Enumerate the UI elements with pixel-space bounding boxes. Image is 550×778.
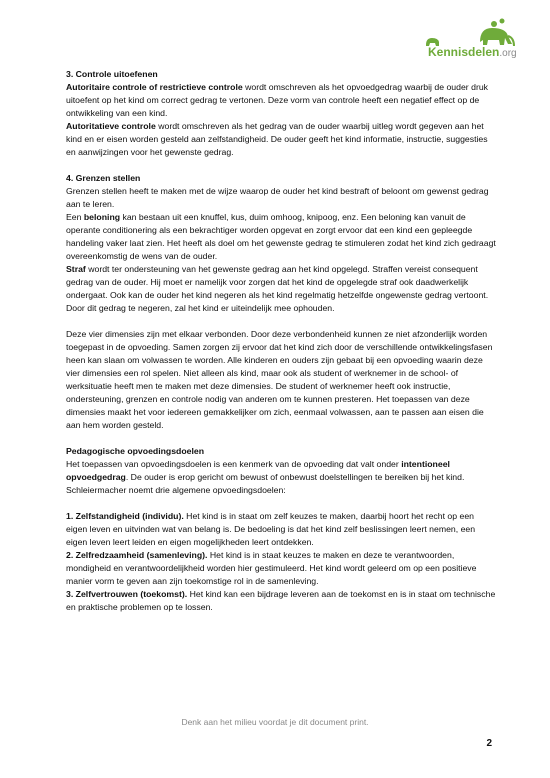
- logo-text: Kennisdelen.org: [428, 45, 517, 59]
- section-3-paragraph-1: Autoritaire controle of restrictieve controle wordt omschreven als het opvoedgedrag waarbij de ouder druk uitoefent op het kind om correct gedrag te vertonen. Deze vorm van controle heeft een negatief effect op de ontwikkeling van een kind.: [66, 82, 489, 118]
- summary-paragraph: Deze vier dimensies zijn met elkaar verbonden. Door deze verbondenheid kunnen ze niet afzonderlijk worden toegepast in de opvoeding. Samen zorgen zij ervoor dat het kind zich door de verschillende ontwikkelingsfasen heen kan slaan om volwassen te worden. Alle kinderen en ouders zijn gebaat bij een opvoeding waarin deze vier dimensies een rol spelen. Niet alleen als kind, maar ook als student of werknemer in de school- of werksituatie heeft men te maken met deze dimensies. De student of werknemer heeft ook instructie, ondersteuning, grenzen en controle nodig van anderen om te kunnen presteren. Het toepassen van deze dimensies maakt het voor iedereen gemakkelijker om zich, eenmaal volwassen, aan te passen aan eisen die aan hem worden gesteld.: [66, 329, 493, 430]
- pedagogical-heading: Pedagogische opvoedingsdoelen: [66, 446, 205, 456]
- goal-item: 1. Zelfstandigheid (individu). Het kind is in staat om zelf keuzes te maken, daarbij hoort het recht op een eigen leven en uitvinden wat van belang is. De bedoeling is dat het kind zelf beslissingen leert nemen, een eigen leven leert leiden en eigen mogelijkheden leert ontdekken.: [66, 511, 476, 547]
- page-number: 2: [486, 738, 492, 749]
- footer-note: Denk aan het milieu voordat je dit document print.: [181, 717, 369, 727]
- elephant-logo-icon: [422, 18, 522, 48]
- section-4-reward: Een beloning kan bestaan uit een knuffel, kus, duim omhoog, knipoog, enz. Een beloning kan vanuit de operante conditionering als een bekrachtiger worden opgevat en zorgt ervoor dat een kind een gepleegde handeling vaker laat zien. Het heeft als doel om het gewenste gedrag te stimuleren zodat het kind zich gedraagt overeenkomstig de wens van de ouder.: [66, 212, 496, 261]
- schleiermacher-line: Schleiermacher noemt drie algemene opvoedingsdoelen:: [66, 485, 286, 495]
- pedagogical-paragraph: Het toepassen van opvoedingsdoelen is een kenmerk van de opvoeding dat valt onder intentioneel opvoedgedrag. De ouder is erop gericht om bewust of onbewust doelstellingen te bereiken bij het kind.: [66, 459, 465, 482]
- document-body: [66, 68, 496, 614]
- section-3-paragraph-2: Autoritatieve controle wordt omschreven als het gedrag van de ouder waarbij uitleg wordt gegeven aan het kind en er eisen worden gesteld aan zelfstandigheid. De ouder geeft het kind informatie, instructie, suggesties en aanwijzingen voor het gewenste gedrag.: [66, 121, 488, 157]
- section-4-punishment: Straf wordt ter ondersteuning van het gewenste gedrag aan het kind opgelegd. Straffen vereist consequent gedrag van de ouder. Hij moet er namelijk voor zorgen dat het kind de opgelegde straf ook daadwerkelijk ondergaat. Ook kan de ouder het kind negeren als het kind regelmatig hetzelfde ongewenste gedrag vertoont. Door dit gedrag te negeren, zal het kind er uiteindelijk mee ophouden.: [66, 264, 489, 313]
- section-3-heading: 3. Controle uitoefenen: [66, 69, 158, 79]
- section-4-heading: 4. Grenzen stellen: [66, 173, 141, 183]
- section-4-intro: Grenzen stellen heeft te maken met de wijze waarop de ouder het kind bestraft of beloont om gewenst gedrag aan te leren.: [66, 186, 489, 209]
- goal-item: 3. Zelfvertrouwen (toekomst). Het kind kan een bijdrage leveren aan de toekomst en is in staat om technische en praktische problemen op te lossen.: [66, 589, 496, 612]
- goal-item: 2. Zelfredzaamheid (samenleving). Het kind is in staat keuzes te maken en deze te verantwoorden, mondigheid en verantwoordelijkheid worden hier gestimuleerd. Het kind wordt geleerd om op een positieve manier vorm te geven aan zijn toekomstige rol in de samenleving.: [66, 550, 477, 586]
- kennisdelen-logo: [418, 18, 528, 60]
